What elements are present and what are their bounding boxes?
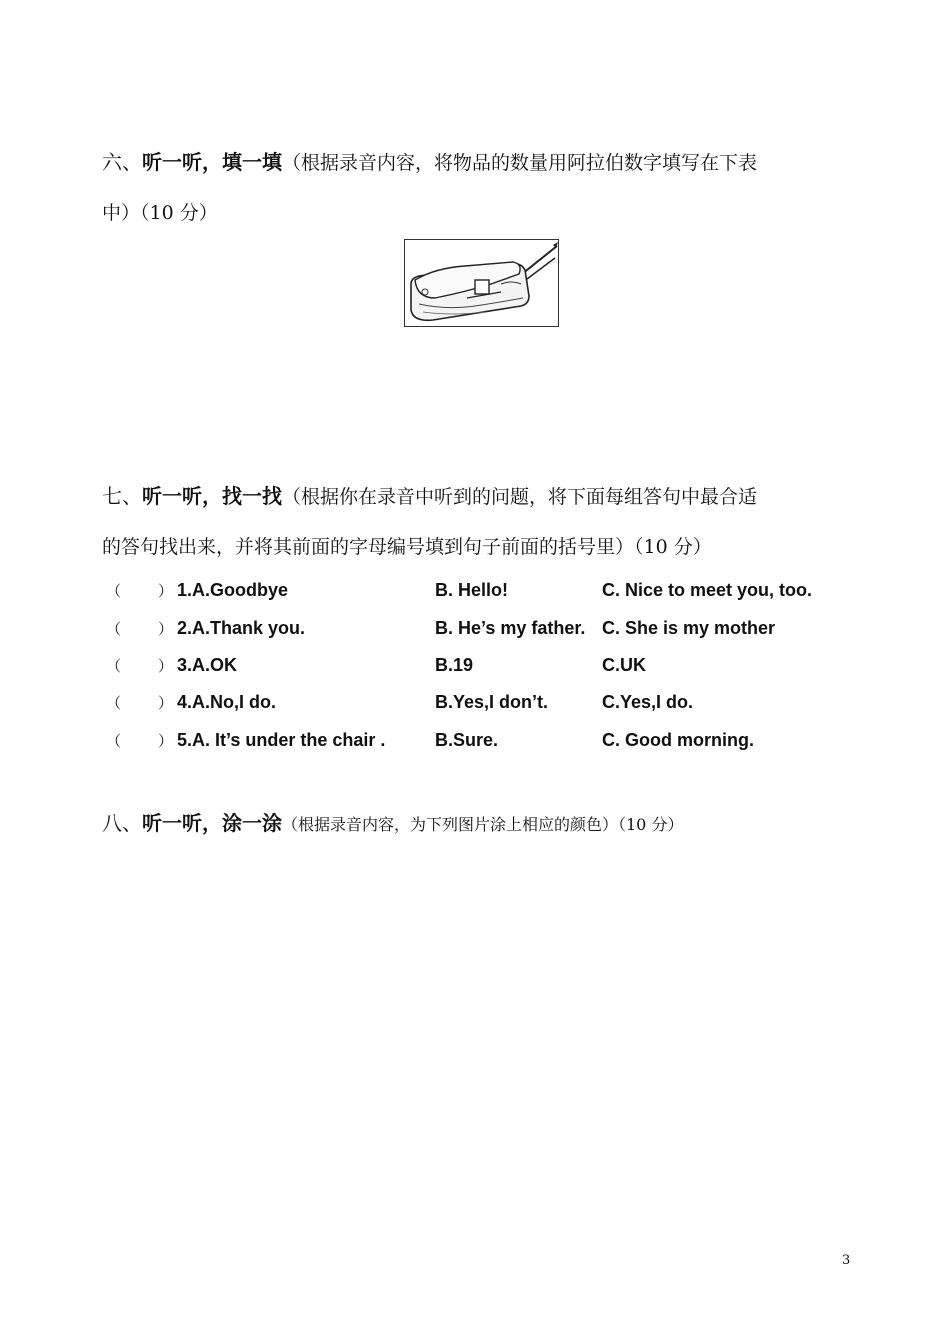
option-a: 2.A.Thank you. bbox=[177, 618, 306, 638]
option-c: C. She is my mother bbox=[602, 618, 776, 638]
answer-blank-open[interactable]: （ bbox=[106, 732, 122, 750]
answer-blank-open[interactable]: （ bbox=[106, 582, 122, 600]
answer-blank-close: ） bbox=[158, 582, 174, 600]
option-b: B. Hello! bbox=[435, 580, 509, 600]
option-c: C. Nice to meet you, too. bbox=[602, 580, 813, 600]
section7-heading-cont bbox=[102, 533, 712, 560]
section8-title: 听一听，涂一涂 bbox=[142, 811, 282, 835]
answer-blank-close: ） bbox=[158, 620, 174, 638]
option-a: 1.A.Goodbye bbox=[177, 580, 289, 600]
section6-number: 六、 bbox=[102, 150, 142, 174]
section7-heading bbox=[102, 483, 757, 510]
answer-blank-open[interactable]: （ bbox=[106, 657, 122, 675]
option-a: 5.A. It’s under the chair . bbox=[177, 730, 386, 750]
option-b: B.19 bbox=[435, 655, 474, 675]
section6-heading bbox=[102, 149, 757, 176]
section6-title: 听一听，填一填 bbox=[142, 150, 282, 174]
option-b: B.Yes,I don’t. bbox=[435, 692, 549, 712]
section8-desc: （根据录音内容，为下列图片涂上相应的颜色）（10 分） bbox=[282, 815, 684, 834]
section7-desc-line2: 的答句找出来，并将其前面的字母编号填到句子前面的括号里）（10 分） bbox=[102, 536, 712, 558]
section7-desc-line1: （根据你在录音中听到的问题，将下面每组答句中最合适 bbox=[282, 486, 758, 508]
pencil-case-picture bbox=[404, 239, 559, 327]
section8-heading bbox=[102, 810, 683, 838]
answer-blank-open[interactable]: （ bbox=[106, 620, 122, 638]
option-b: B. He’s my father. bbox=[435, 618, 586, 638]
option-a: 3.A.OK bbox=[177, 655, 238, 675]
section8-number: 八、 bbox=[102, 811, 142, 835]
section6-heading-cont bbox=[102, 199, 218, 226]
option-c: C. Good morning. bbox=[602, 730, 754, 750]
option-c: C.UK bbox=[602, 655, 646, 675]
pencil-case-icon bbox=[405, 240, 558, 326]
section6-desc-line1: （根据录音内容，将物品的数量用阿拉伯数字填写在下表 bbox=[282, 152, 758, 174]
answer-blank-close: ） bbox=[158, 732, 174, 750]
page-number: 3 bbox=[842, 1253, 851, 1268]
option-c: C.Yes,I do. bbox=[602, 692, 694, 712]
answer-blank-open[interactable]: （ bbox=[106, 694, 122, 712]
section6-desc-line2: 中）（10 分） bbox=[102, 202, 218, 224]
answer-blank-close: ） bbox=[158, 694, 174, 712]
answer-blank-close: ） bbox=[158, 657, 174, 675]
option-a: 4.A.No,I do. bbox=[177, 692, 276, 712]
section7-number: 七、 bbox=[102, 484, 142, 508]
section7-title: 听一听，找一找 bbox=[142, 484, 282, 508]
option-b: B.Sure. bbox=[435, 730, 499, 750]
